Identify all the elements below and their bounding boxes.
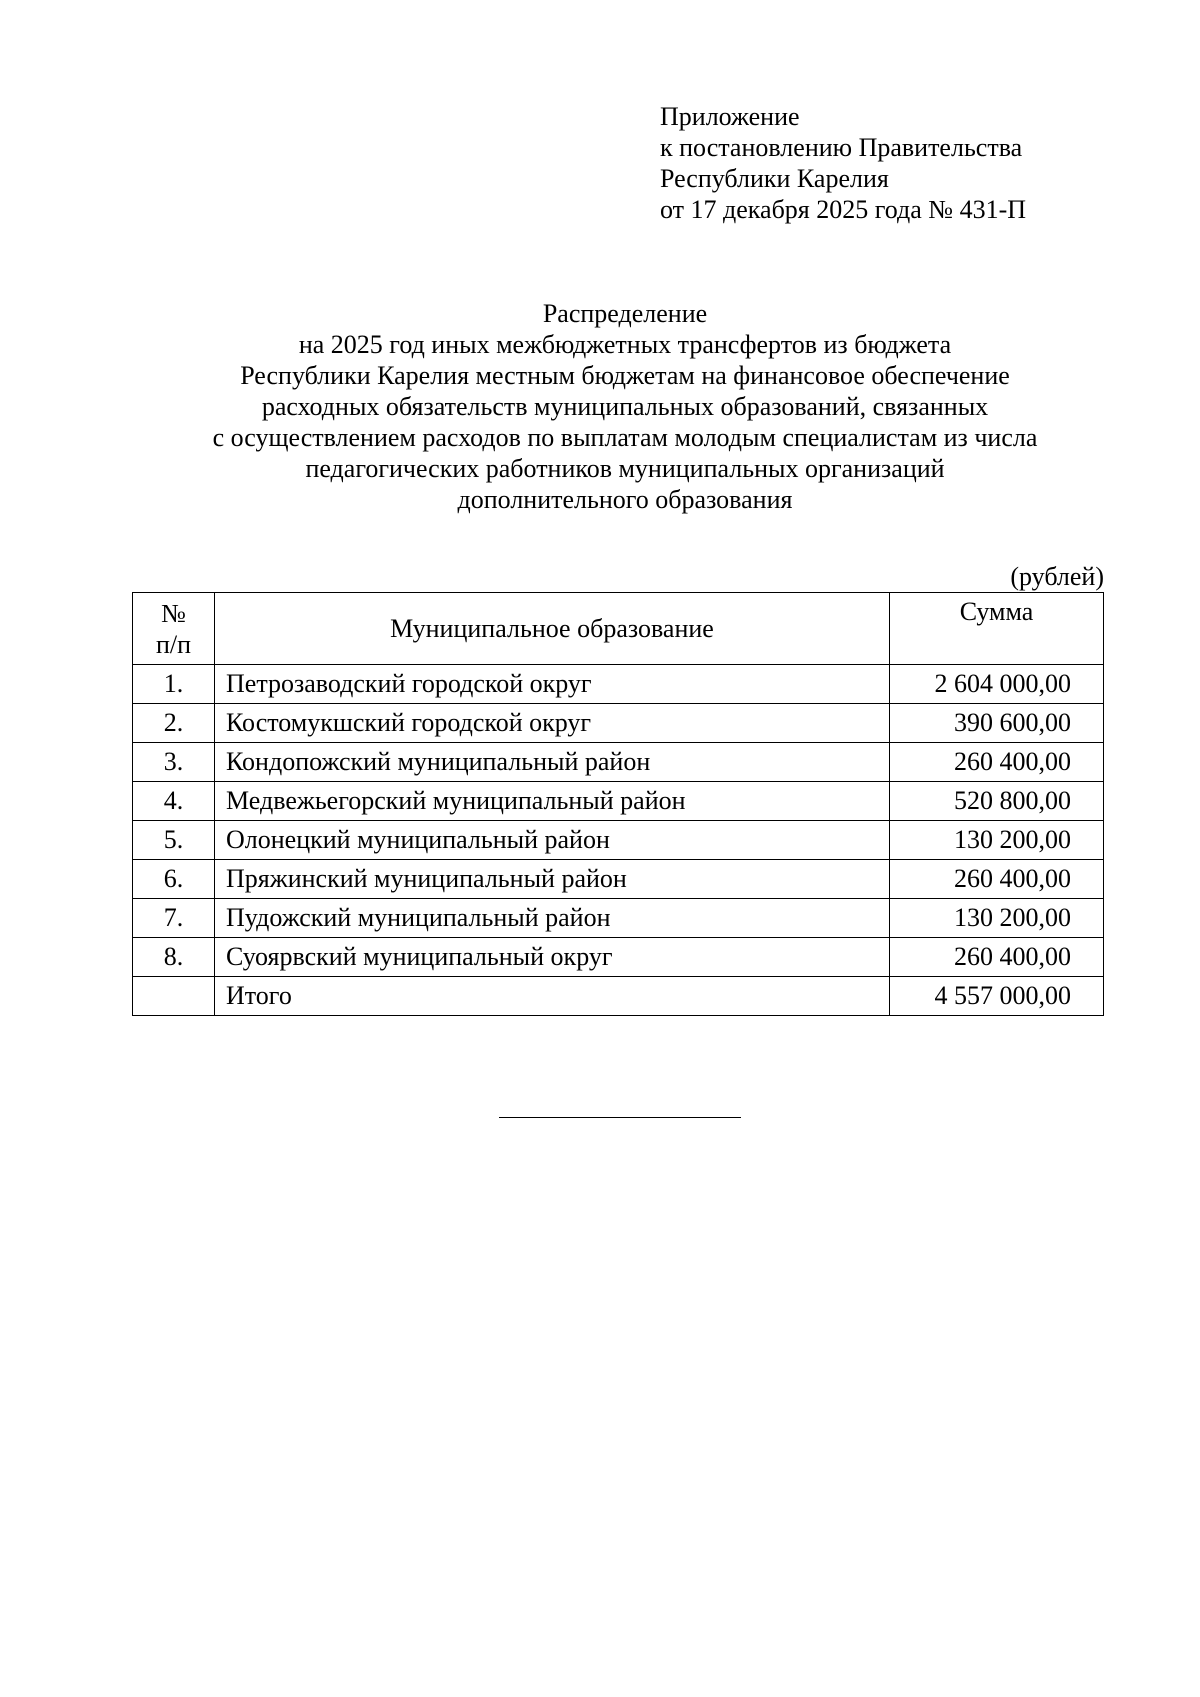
row-municipality: Медвежьегорский муниципальный район <box>215 782 890 821</box>
row-sum: 2 604 000,00 <box>890 665 1104 704</box>
total-sum: 4 557 000,00 <box>890 977 1104 1016</box>
table-row <box>133 860 1104 899</box>
row-municipality: Костомукшский городской округ <box>215 704 890 743</box>
table-row <box>133 743 1104 782</box>
title-line: дополнительного образования <box>457 485 793 514</box>
header-number-line1: № <box>161 598 186 628</box>
row-municipality: Петрозаводский городской округ <box>215 665 890 704</box>
row-municipality: Кондопожский муниципальный район <box>215 743 890 782</box>
row-number: 5. <box>133 821 215 860</box>
title-line: на 2025 год иных межбюджетных трансфертов из бюджета <box>298 330 952 359</box>
row-municipality: Суоярвский муниципальный округ <box>215 938 890 977</box>
title-line: расходных обязательств муниципальных образований, связанных <box>261 392 989 421</box>
row-number: 4. <box>133 782 215 821</box>
row-sum: 260 400,00 <box>890 938 1104 977</box>
header-number <box>133 593 215 665</box>
end-divider <box>499 1117 741 1118</box>
row-number: 8. <box>133 938 215 977</box>
distribution-table <box>132 592 1104 1016</box>
table-row <box>133 782 1104 821</box>
header-municipality: Муниципальное образование <box>215 593 890 665</box>
appendix-line: Республики Карелия <box>660 164 889 193</box>
appendix-block <box>660 101 1026 225</box>
total-number <box>133 977 215 1016</box>
header-sum: Сумма <box>890 593 1104 665</box>
units-label: (рублей) <box>1010 562 1104 591</box>
row-number: 6. <box>133 860 215 899</box>
table-row <box>133 899 1104 938</box>
row-municipality: Пряжинский муниципальный район <box>215 860 890 899</box>
table-row <box>133 938 1104 977</box>
table-row <box>133 665 1104 704</box>
row-sum: 520 800,00 <box>890 782 1104 821</box>
total-label: Итого <box>215 977 890 1016</box>
total-row <box>133 977 1104 1016</box>
row-sum: 260 400,00 <box>890 743 1104 782</box>
row-municipality: Олонецкий муниципальный район <box>215 821 890 860</box>
appendix-line: от 17 декабря 2025 года № 431-П <box>660 195 1027 224</box>
row-number: 3. <box>133 743 215 782</box>
row-sum: 130 200,00 <box>890 899 1104 938</box>
row-sum: 130 200,00 <box>890 821 1104 860</box>
table-row <box>133 704 1104 743</box>
row-number: 7. <box>133 899 215 938</box>
header-number-line2: п/п <box>155 629 192 659</box>
row-number: 1. <box>133 665 215 704</box>
title-line: Распределение <box>542 299 708 328</box>
row-number: 2. <box>133 704 215 743</box>
title-line: с осуществлением расходов по выплатам молодым специалистам из числа <box>212 423 1038 452</box>
table-row <box>133 821 1104 860</box>
document-title <box>120 298 1130 515</box>
appendix-line: Приложение <box>660 102 800 131</box>
row-municipality: Пудожский муниципальный район <box>215 899 890 938</box>
row-sum: 390 600,00 <box>890 704 1104 743</box>
table-header-row <box>133 593 1104 665</box>
title-line: педагогических работников муниципальных организаций <box>305 454 945 483</box>
title-line: Республики Карелия местным бюджетам на финансовое обеспечение <box>240 361 1010 390</box>
appendix-line: к постановлению Правительства <box>660 133 1023 162</box>
row-sum: 260 400,00 <box>890 860 1104 899</box>
